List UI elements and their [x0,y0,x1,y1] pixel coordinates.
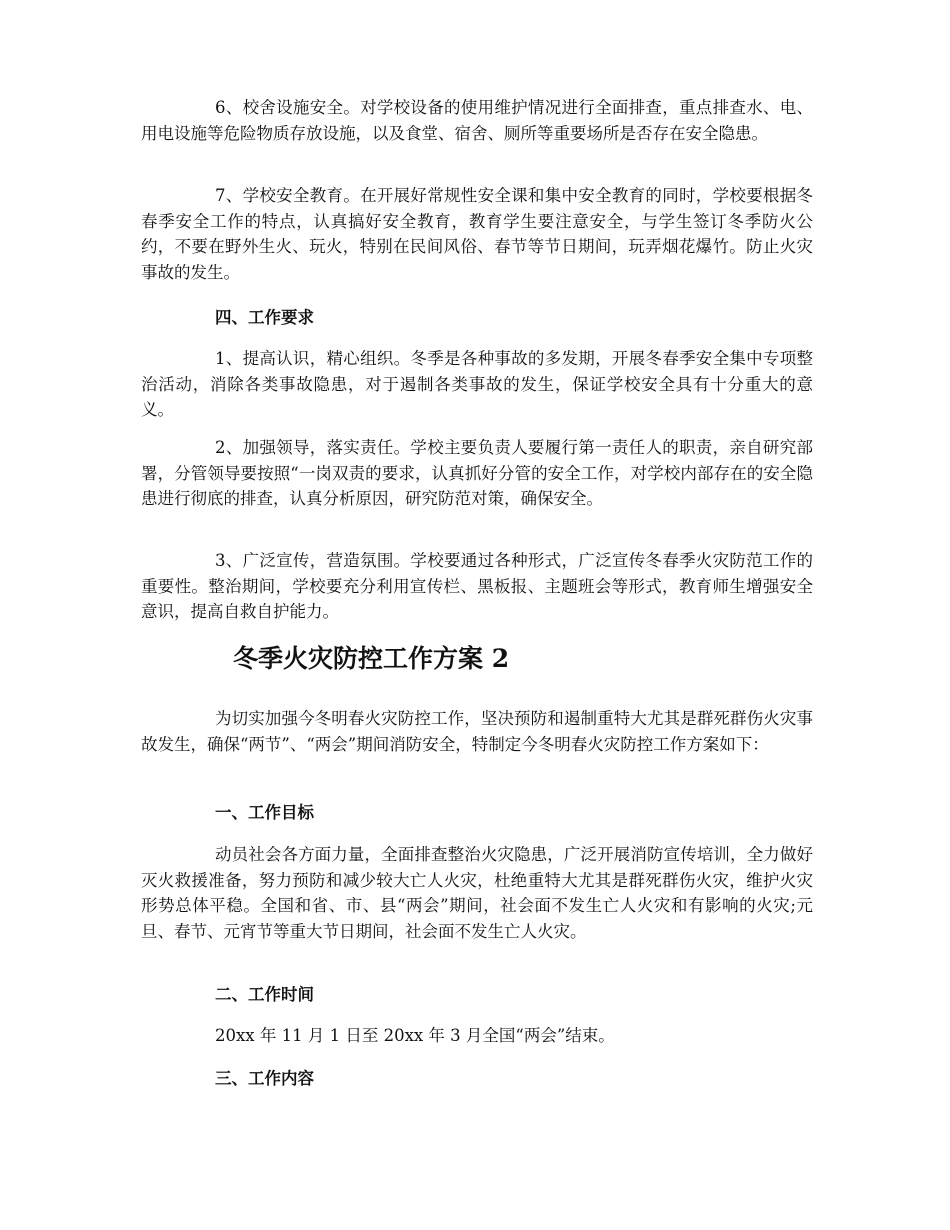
heading-time: 二、工作时间 [215,985,314,1004]
paragraph-requirement-3: 3、广泛宣传，营造氛围。学校要通过各种形式，广泛宣传冬春季火灾防范工作的重要性。整治期间，学校要充分利用宣传栏、黑板报、主题班会等形式，教育师生增强安全意识，提高自救自护能力。 [141,551,813,621]
paragraph-time: 20xx 年 11 月 1 日至 20xx 年 3 月全国“两会”结束。 [215,1026,615,1045]
heading-goal: 一、工作目标 [215,803,314,822]
paragraph-requirement-1: 1、提高认识，精心组织。冬季是各种事故的多发期，开展冬春季安全集中专项整治活动，消除各类事故隐患，对于遏制各类事故的发生，保证学校安全具有十分重大的意义。 [141,349,813,419]
paragraph-goal: 动员社会各方面力量，全面排查整治火灾隐患，广泛开展消防宣传培训，全力做好灭火救援准备，努力预防和减少较大亡人火灾，杜绝重特大尤其是群死群伤火灾，维护火灾形势总体平稳。全国和省、市、县“两会”期间，社会面不发生亡人火灾和有影响的火灾;元旦、春节、元宵节等重大节日期间，社会面不发生亡人火灾。 [141,845,813,941]
paragraph-safety-education: 7、学校安全教育。在开展好常规性安全课和集中安全教育的同时，学校要根据冬春季安全工作的特点，认真搞好安全教育，教育学生要注意安全，与学生签订冬季防火公约，不要在野外生火、玩火，特别在民间风俗、春节等节日期间，玩弄烟花爆竹。防止火灾事故的发生。 [141,186,813,282]
heading-work-requirements: 四、工作要求 [215,308,314,327]
paragraph-requirement-2: 2、加强领导，落实责任。学校主要负责人要履行第一责任人的职责，亲自研究部署，分管领导要按照“一岗双责的要求，认真抓好分管的安全工作，对学校内部存在的安全隐患进行彻底的排查，认真分析原因，研究防范对策，确保安全。 [141,438,813,508]
document-title: 冬季火灾防控工作方案 2 [233,644,510,673]
paragraph-intro: 为切实加强今冬明春火灾防控工作，坚决预防和遏制重特大尤其是群死群伤火灾事故发生，确保“两节”、“两会”期间消防安全，特制定今冬明春火灾防控工作方案如下： [141,709,813,754]
heading-content: 三、工作内容 [215,1069,314,1088]
paragraph-school-facilities: 6、校舍设施安全。对学校设备的使用维护情况进行全面排查，重点排查水、电、用电设施等危险物质存放设施，以及食堂、宿舍、厕所等重要场所是否存在安全隐患。 [141,98,813,143]
